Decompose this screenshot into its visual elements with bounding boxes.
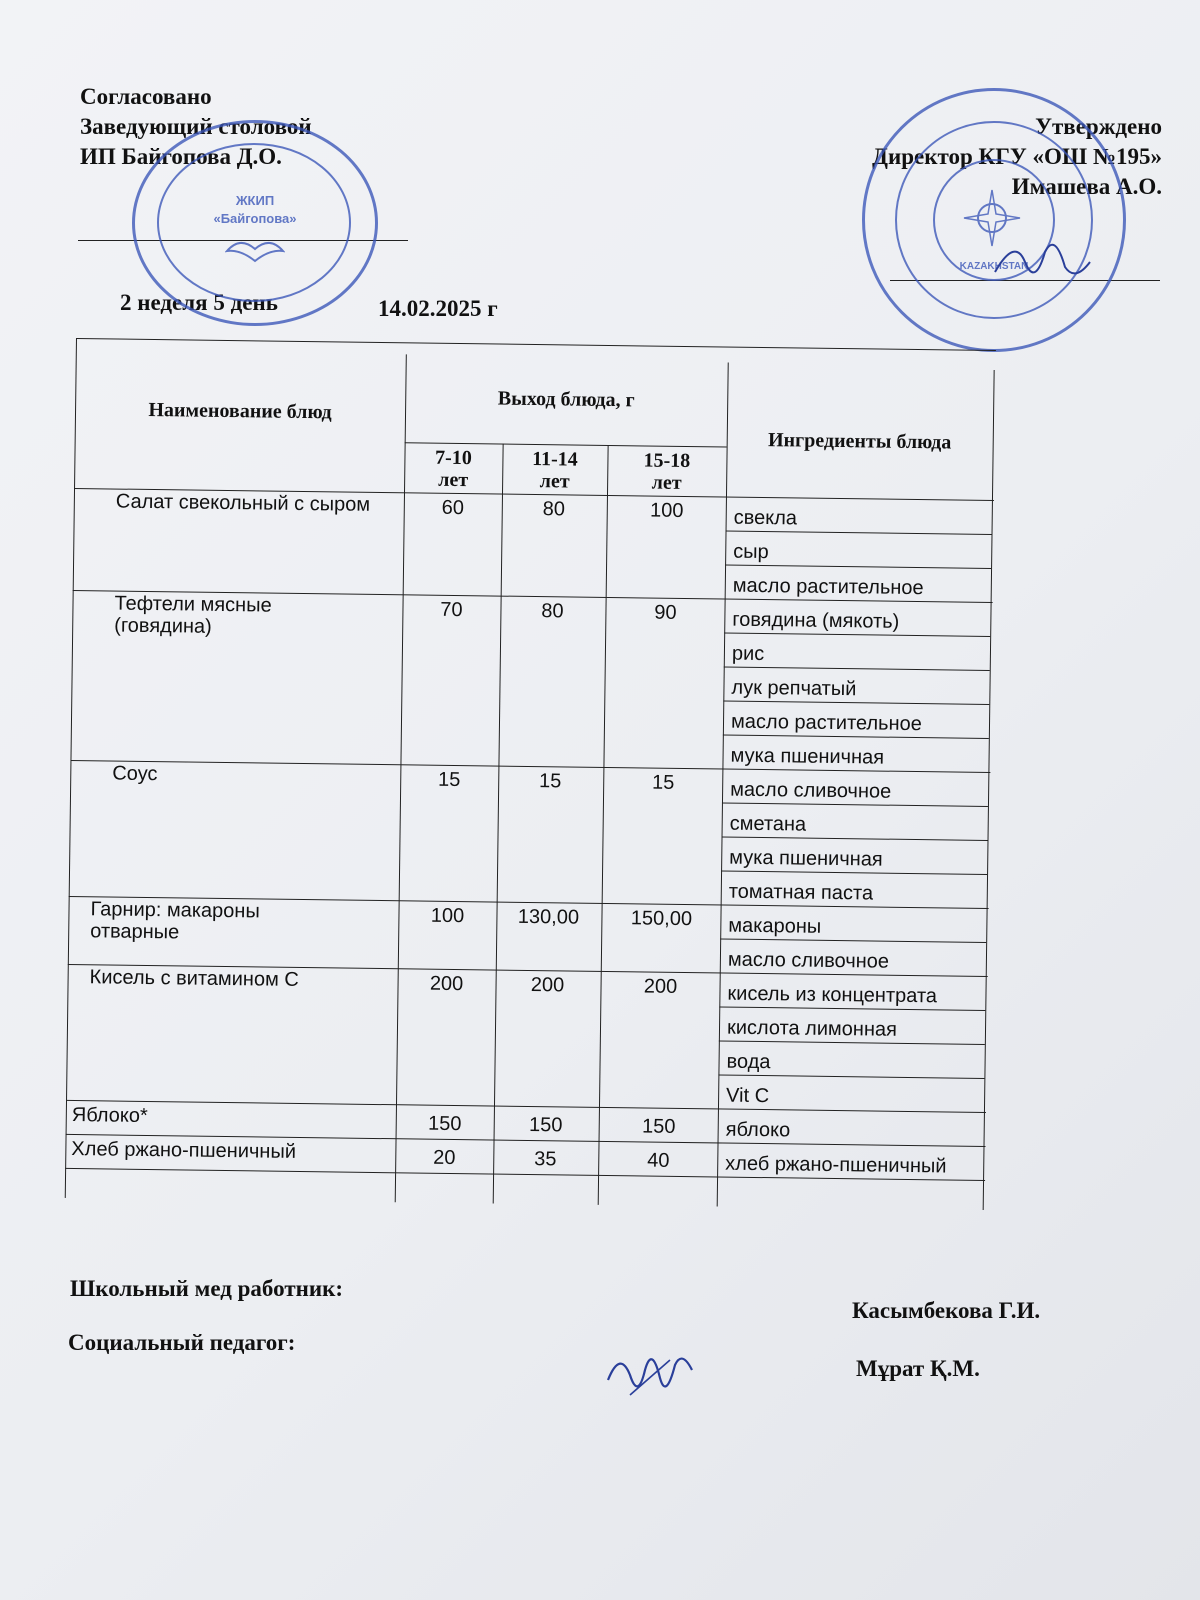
- header-age-11-14: 11-14 лет: [532, 447, 578, 493]
- ingredient: мука пшеничная: [730, 744, 885, 769]
- left-seal-text-2: «Байгопова»: [213, 211, 297, 226]
- ingredient: сметана: [729, 812, 807, 836]
- social-teacher-name: Мұрат Қ.М.: [856, 1356, 980, 1381]
- social-teacher-signature-icon: [600, 1340, 700, 1410]
- yield-7-10: 15: [437, 768, 461, 792]
- director-signature-icon: [985, 232, 1095, 292]
- ingredient: масло сливочное: [727, 948, 890, 973]
- ingredient: масло растительное: [732, 574, 924, 600]
- ingredient: рис: [731, 642, 765, 666]
- dish-name: Салат свекольный с сыром: [115, 490, 371, 516]
- ingredient: Vit C: [725, 1084, 770, 1108]
- yield-15-18: 150: [641, 1115, 676, 1138]
- right-seal-text: KAZAKHSTAN: [959, 261, 1029, 272]
- ingredient: вода: [726, 1050, 771, 1074]
- header-age-7-10: 7-10 лет: [434, 446, 472, 492]
- ingredient: сыр: [733, 540, 769, 564]
- header-yield: Выход блюда, г: [497, 387, 635, 412]
- dish-name: Гарнир: макароны отварные: [90, 898, 260, 944]
- ingredient: свекла: [733, 506, 798, 530]
- yield-11-14: 15: [538, 770, 562, 793]
- ingredient: макароны: [728, 914, 822, 938]
- yield-11-14: 150: [528, 1113, 563, 1137]
- director-title: Директор КГУ «ОШ №195»: [872, 144, 1162, 169]
- left-seal: [132, 120, 378, 326]
- ingredient: лук репчатый: [731, 676, 857, 701]
- dish-name: Тефтели мясные (говядина): [114, 592, 272, 638]
- ingredient: мука пшеничная: [729, 846, 883, 871]
- header-age-15-18: 15-18 лет: [643, 449, 691, 494]
- ingredient: масло сливочное: [730, 778, 892, 803]
- dish-name: Хлеб ржано-пшеничный: [71, 1138, 297, 1163]
- yield-15-18: 15: [651, 771, 675, 794]
- yield-7-10: 60: [441, 496, 465, 520]
- yield-7-10: 200: [429, 972, 464, 996]
- eagle-icon: [225, 231, 285, 271]
- ingredient: кислота лимонная: [726, 1016, 898, 1041]
- yield-11-14: 35: [534, 1148, 557, 1171]
- ingredient: яблоко: [725, 1118, 791, 1142]
- right-seal: [862, 88, 1126, 352]
- yield-15-18: 90: [654, 601, 677, 624]
- ingredient: кисель из концентрата: [727, 982, 938, 1008]
- week-day-label: 2 неделя 5 день: [120, 290, 278, 315]
- med-worker-label: Школьный мед работник:: [70, 1276, 344, 1301]
- dish-name: Кисель с витамином С: [89, 966, 299, 991]
- agreed-label: Согласовано: [80, 84, 212, 109]
- dish-name: Соус: [112, 762, 158, 786]
- canteen-head-name: ИП Байгопова Д.О.: [80, 144, 282, 169]
- ingredient: масло растительное: [730, 710, 922, 736]
- header-dish-name: Наименование блюд: [148, 398, 332, 424]
- yield-11-14: 200: [530, 974, 565, 997]
- left-seal-text-1: ЖКИП: [235, 193, 275, 208]
- yield-7-10: 150: [427, 1112, 462, 1136]
- approved-label: Утверждено: [1035, 114, 1162, 139]
- yield-15-18: 200: [643, 975, 678, 998]
- yield-15-18: 150,00: [630, 907, 693, 931]
- director-name: Имашева А.О.: [1011, 174, 1162, 199]
- yield-11-14: 130,00: [517, 905, 580, 929]
- canteen-head-title: Заведующий столовой: [80, 114, 312, 139]
- yield-11-14: 80: [542, 498, 566, 521]
- menu-date: 14.02.2025 г: [378, 296, 498, 321]
- ingredient: хлеб ржано-пшеничный: [725, 1152, 947, 1178]
- ingredient: томатная паста: [728, 880, 874, 905]
- header-ingredients: Ингредиенты блюда: [767, 429, 952, 454]
- yield-7-10: 20: [433, 1146, 456, 1170]
- yield-7-10: 70: [440, 598, 463, 622]
- yield-11-14: 80: [541, 600, 564, 623]
- dish-name: Яблоко*: [71, 1104, 148, 1128]
- yield-7-10: 100: [430, 904, 465, 928]
- yield-15-18: 40: [647, 1149, 670, 1172]
- yield-15-18: 100: [649, 499, 684, 522]
- med-worker-name: Касымбекова Г.И.: [852, 1298, 1041, 1323]
- ingredient: говядина (мякоть): [732, 608, 900, 633]
- menu-table: [64, 338, 1020, 1242]
- social-teacher-label: Социальный педагог:: [68, 1330, 296, 1355]
